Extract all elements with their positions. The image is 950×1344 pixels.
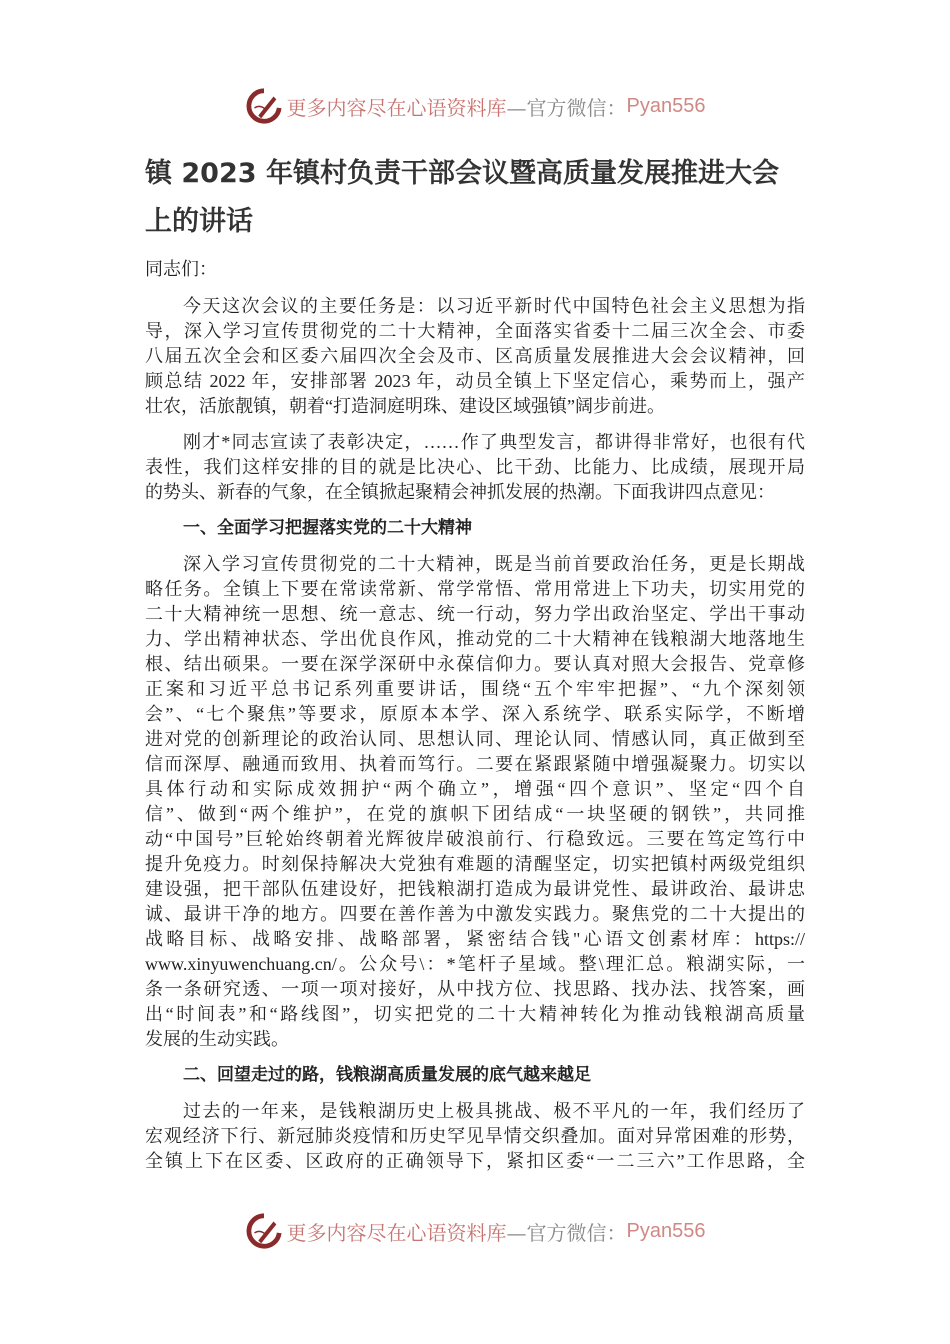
text-line: 二十大精神统一思想、统一意志、统一行动，努力学出政治坚定、学出干事动 (145, 604, 805, 624)
text-line: 战略目标、战略安排、战略部署，紧密结合钱"心语文创素材库：https:// (145, 929, 805, 949)
section-heading-2: 二、回望走过的路，钱粮湖高质量发展的底气越来越足 (183, 1065, 591, 1085)
text-line: 力、学出精神状态、学出优良作风，推动党的二十大精神在钱粮湖大地落地生 (145, 629, 805, 649)
document-body (145, 257, 805, 1185)
text-line: 今天这次会议的主要任务是：以习近平新时代中国特色社会主义思想为指 (183, 296, 805, 316)
watermark-wechat-id: Pyan556 (626, 94, 706, 117)
text-line: 进对党的创新理论的政治认同、思想认同、理论认同、情感认同，真正做到至 (145, 729, 805, 749)
text-line: 出“时间表”和“路线图”，切实把党的二十大精神转化为推动钱粮湖高质量 (145, 1004, 805, 1024)
text-line: 宏观经济下行、新冠肺炎疫情和历史罕见旱情交织叠加。面对异常困难的形势， (145, 1126, 805, 1146)
watermark-footer (0, 1211, 950, 1251)
watermark-text: 更多内容尽在心语资料库 (286, 1220, 507, 1245)
text-line: 顾总结 2022 年，安排部署 2023 年，动员全镇上下坚定信心，乘势而上，强产 (145, 371, 805, 391)
paragraph (145, 552, 805, 1052)
watermark-header (0, 86, 950, 126)
text-line: 刚才*同志宣读了表彰决定，……作了典型发言，都讲得非常好，也很有代 (183, 432, 805, 452)
text-line: 正案和习近平总书记系列重要讲话，围绕“五个牢牢把握”、“九个深刻领 (145, 679, 805, 699)
text-line: 根、结出硕果。一要在深学深研中永葆信仰力。要认真对照大会报告、党章修 (145, 654, 805, 674)
text-line: 会”、“七个聚焦”等要求，原原本本学、深入系统学、联系实际学，不断增 (145, 704, 805, 724)
text-line: 信而深厚、融通而致用、执着而笃行。二要在紧跟紧随中增强凝聚力。切实以 (145, 754, 805, 774)
text-line: 表性，我们这样安排的目的就是比决心、比干劲、比能力、比成绩，展现开局 (145, 457, 805, 477)
watermark-text: 更多内容尽在心语资料库 (286, 95, 507, 120)
greeting: 同志们： (145, 259, 217, 279)
section-heading-1: 一、全面学习把握落实党的二十大精神 (183, 518, 472, 538)
text-line: 过去的一年来，是钱粮湖历史上极具挑战、极不平凡的一年，我们经历了 (183, 1101, 805, 1121)
pen-logo-icon (245, 87, 283, 125)
watermark-wechat-label: —官方微信： (506, 1220, 627, 1245)
text-line: 发展的生动实践。 (145, 1029, 289, 1049)
watermark-wechat-label: —官方微信： (506, 95, 627, 120)
paragraph (145, 430, 805, 505)
paragraph (145, 1099, 805, 1174)
document-title (145, 150, 815, 246)
pen-logo-icon (245, 1212, 283, 1250)
text-line: 诚、最讲干净的地方。四要在善作善为中激发实践力。聚焦党的二十大提出的 (145, 904, 805, 924)
title-line-2: 上的讲话 (145, 206, 253, 237)
text-line: 壮农，活旅靓镇，朝着“打造洞庭明珠、建设区域强镇”阔步前进。 (145, 396, 665, 416)
text-line: 条一条研究透、一项一项对接好，从中找方位、找思路、找办法、找答案，画 (145, 979, 805, 999)
text-line: 八届五次全会和区委六届四次全会及市、区高质量发展推进大会会议精神，回 (145, 346, 805, 366)
text-line: 动“中国号”巨轮始终朝着光辉彼岸破浪前行、行稳致远。三要在笃定笃行中 (145, 829, 805, 849)
text-line: 略任务。全镇上下要在常读常新、常学常悟、常用常进上下功夫，切实用党的 (145, 579, 805, 599)
text-line: 全镇上下在区委、区政府的正确领导下，紧扣区委“一二三六”工作思路，全 (145, 1151, 805, 1171)
text-line: 的势头、新春的气象，在全镇掀起聚精会神抓发展的热潮。下面我讲四点意见： (145, 482, 775, 502)
title-line-1: 镇 2023 年镇村负责干部会议暨高质量发展推进大会 (145, 158, 779, 189)
paragraph (145, 294, 805, 419)
text-line: 具体行动和实际成效拥护“两个确立”，增强“四个意识”、坚定“四个自 (145, 779, 805, 799)
text-line: 信”、做到“两个维护”，在党的旗帜下团结成“一块坚硬的钢铁”，共同推 (145, 804, 805, 824)
text-line: 导，深入学习宣传贯彻党的二十大精神，全面落实省委十二届三次全会、市委 (145, 321, 805, 341)
watermark-wechat-id: Pyan556 (626, 1219, 706, 1242)
text-line: 提升免疫力。时刻保持解决大党独有难题的清醒坚定，切实把镇村两级党组织 (145, 854, 805, 874)
text-line: 建设强，把干部队伍建设好，把钱粮湖打造成为最讲党性、最讲政治、最讲忠 (145, 879, 805, 899)
text-line: 深入学习宣传贯彻党的二十大精神，既是当前首要政治任务，更是长期战 (183, 554, 805, 574)
text-line: www.xinyuwenchuang.cn/。公众号\：*笔杆子星域。整\理汇总。粮湖实际，一 (145, 954, 805, 974)
